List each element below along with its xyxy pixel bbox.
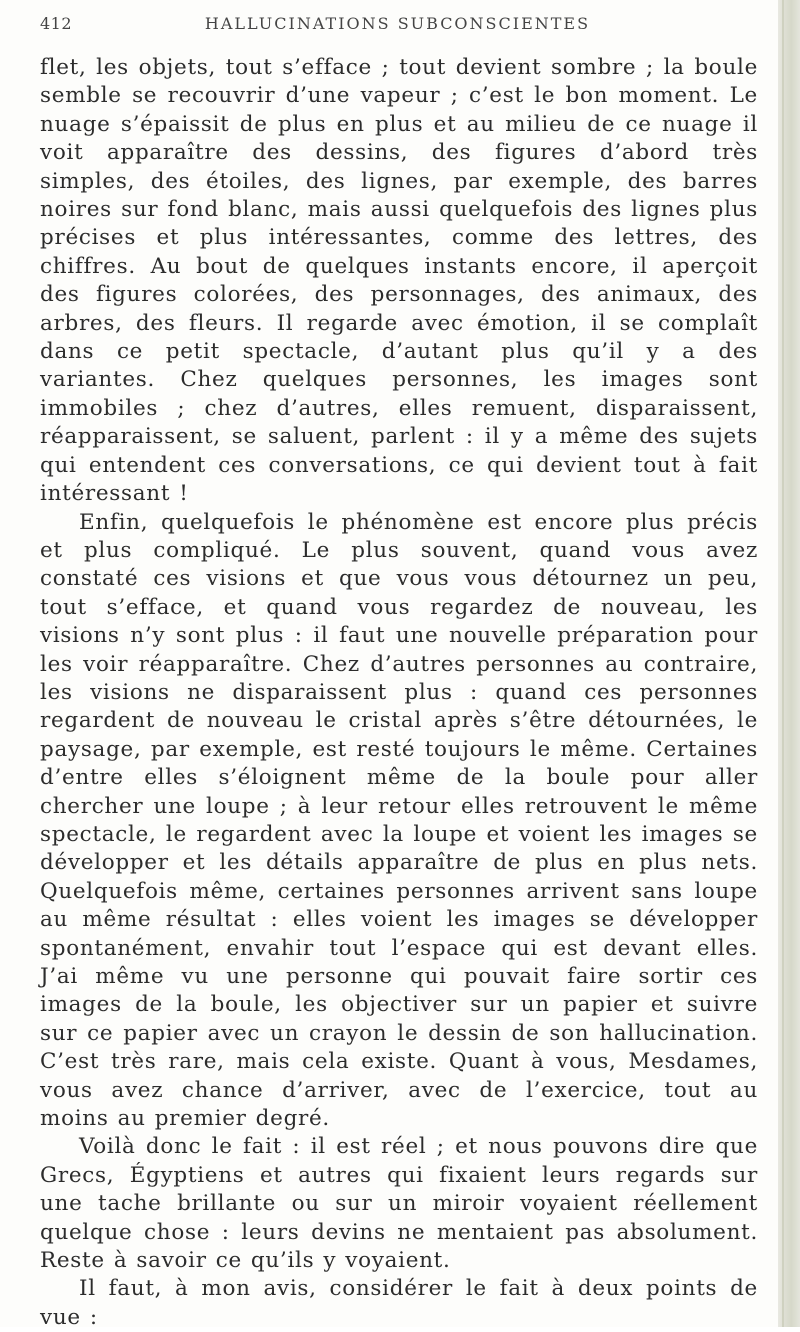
page-header [40,14,755,44]
paragraph-continued: flet, les objets, tout s’efface ; tout devient sombre ; la boule semble se recouvrir d’une vapeur ; c’est le bon moment. Le nuage s’épaissit de plus en plus et au milieu de ce nuage il voit apparaître des dessins, des figures d’abord très simples, des étoiles, des lignes, par exemple, des barres noires sur fond blanc, mais aussi quelquefois des lignes plus précises et plus intéressantes, comme des lettres, des chiffres. Au bout de quelques instants encore, il aperçoit des figures colorées, des personnages, des animaux, des arbres, des fleurs. Il regarde avec émotion, il se complaît dans ce petit spectacle, d’autant plus qu’il y a des variantes. Chez quelques personnes, les images sont immobiles ; chez d’autres, elles remuent, disparaissent, réapparaissent, se saluent, parlent : il y a même des sujets qui entendent ces conversations, ce qui devient tout à fait intéressant ! [40,55,758,507]
paragraph: Il faut, à mon avis, considérer le fait à deux points de vue : [40,1276,758,1330]
page-number: 412 [40,14,73,33]
body-text [40,54,758,1332]
running-title: HALLUCINATIONS SUBCONSCIENTES [204,14,591,33]
paragraph: Voilà donc le fait : il est réel ; et nous pouvons dire que Grecs, Égyptiens et autres qui fixaient leurs regards sur une tache brillante ou sur un miroir voyaient réellement quelque chose : leurs devins ne mentaient pas absolument. Reste à savoir ce qu’ils y voyaient. [40,1134,758,1274]
paragraph: Enfin, quelquefois le phénomène est encore plus précis et plus compliqué. Le plus souvent, quand vous avez constaté ces visions et que vous vous détournez un peu, tout s’efface, et quand vous regardez de nouveau, les visions n’y sont plus : il faut une nouvelle préparation pour les voir réapparaître. Chez d’autres personnes au contraire, les visions ne disparaissent plus : quand ces personnes regardent de nouveau le cristal après s’être détournées, le paysage, par exemple, est resté toujours le même. Certaines d’entre elles s’éloignent même de la boule pour aller chercher une loupe ; à leur retour elles retrouvent le même spectacle, le regardent avec la loupe et voient les images se développer et les détails apparaître de plus en plus nets. Quelquefois même, certaines personnes arrivent sans loupe au même résultat : elles voient les images se développer spontanément, envahir tout l’espace qui est devant elles. J’ai même vu une personne qui pouvait faire sortir ces images de la boule, les objectiver sur un papier et suivre sur ce papier avec un crayon le dessin de son hallucination. C’est très rare, mais cela existe. Quant à vous, Mesdames, vous avez chance d’arriver, avec de l’exercice, tout au moins au premier degré. [40,509,758,1132]
page-binding-edge [778,0,800,1327]
